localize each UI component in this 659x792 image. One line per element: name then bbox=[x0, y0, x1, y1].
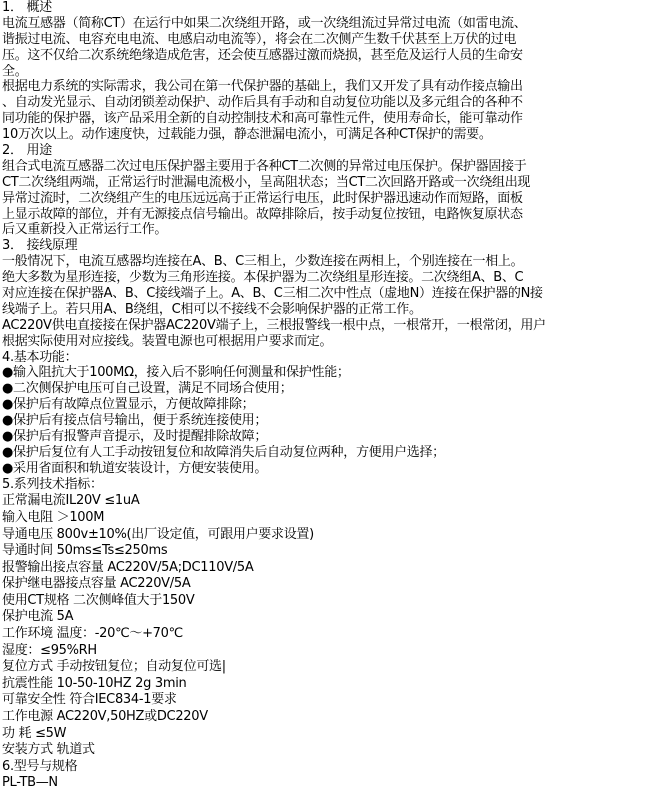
spec-item: 导通电压 800v±10%(出厂设定值，可跟用户要求设置) bbox=[2, 526, 314, 542]
heading-wiring: 3． 接线原理 bbox=[2, 238, 78, 254]
text-line: 压。这不仅给二次系统绝缘造成危害，还会使互感器过激而烧损，甚至危及运行人员的生命安 bbox=[2, 47, 523, 63]
heading-overview: 1． 概述 bbox=[2, 0, 52, 15]
heading-functions: 4.基本功能： bbox=[2, 349, 78, 365]
text-line: 10万次以上。动作速度快，过载能力强，静态泄漏电流小，可满足各种CT保护的需要。 bbox=[2, 127, 492, 143]
text-line: CT二次绕组两端，正常运行时泄漏电流极小，呈高阻状态；当CT二次回路开路或一次绕组出现 bbox=[2, 174, 531, 190]
heading-specs: 5.系列技术指标： bbox=[2, 476, 103, 492]
text-line: AC220V供电直接接在保护器AC220V端子上，三根报警线一根中点，一根常开，一根常闭，用户 bbox=[2, 317, 546, 333]
function-item: ●采用省面积和轨道安装设计，方便安装使用。 bbox=[2, 460, 268, 476]
text-line: 根据实际使用对应接线。装置电源也可根据用户要求而定。 bbox=[2, 333, 333, 349]
text-line: 绝大多数为星形连接，少数为三角形连接。本保护器为二次绕组星形连接。二次绕组A、B、C bbox=[2, 270, 524, 286]
spec-item: 安装方式 轨道式 bbox=[2, 742, 95, 758]
text-line: 后又重新投入正常运行工作。 bbox=[2, 222, 168, 238]
spec-item: 正常漏电流IL20V ≤1uA bbox=[2, 493, 140, 509]
spec-item: 导通时间 50ms≤Ts≤250ms bbox=[2, 543, 168, 559]
spec-item: 复位方式 手动按钮复位；自动复位可选| bbox=[2, 659, 226, 675]
text-line: 电流互感器（简称CT）在运行中如果二次绕组开路，或一次绕组流过异常过电流（如雷电流、 bbox=[2, 15, 527, 31]
spec-item: 可靠安全性 符合IEC834-1要求 bbox=[2, 692, 177, 708]
text-line: 线端子上。若只用A、B绕组，C相可以不接线不会影响保护器的正常工作。 bbox=[2, 301, 422, 317]
function-item: ●保护后复位有人工手动按钮复位和故障消失后自动复位两种，方便用户选择； bbox=[2, 444, 445, 460]
text-line: 一般情况下，电流互感器均连接在A、B、C三相上，少数连接在两相上，个别连接在一相上。 bbox=[2, 254, 524, 270]
text-line: 对应连接在保护器A、B、C接线端子上。A、B、C三相二次中性点（虚地N）连接在保护器的N接 bbox=[2, 286, 543, 302]
function-item: ●保护后有故障点位置显示，方便故障排除； bbox=[2, 397, 255, 413]
spec-item: 使用CT规格 二次侧峰值大于150V bbox=[2, 592, 195, 608]
function-item: ●输入阻抗大于100MΩ，接入后不影响任何测量和保护性能； bbox=[2, 365, 350, 381]
function-item: ●保护后有接点信号输出，便于系统连接使用； bbox=[2, 413, 268, 429]
spec-item: 报警输出接点容量 AC220V/5A;DC110V/5A bbox=[2, 559, 254, 575]
spec-item: 输入电阻 ＞100M bbox=[2, 509, 105, 525]
heading-model: 6.型号与规格 bbox=[2, 758, 78, 774]
spec-item: 保护继电器接点容量 AC220V/5A bbox=[2, 576, 191, 592]
heading-usage: 2． 用途 bbox=[2, 143, 52, 159]
spec-item: 工作电源 AC220V,50HZ或DC220V bbox=[2, 709, 208, 725]
text-line: 同功能的保护器，该产品采用全新的自动控制技术和高可靠性元件，使用寿命长，能可靠动作 bbox=[2, 111, 523, 127]
text-line: 异常过流时，二次绕组产生的电压远远高于正常运行电压，此时保护器迅速动作而短路，面板 bbox=[2, 190, 523, 206]
text-line: 上显示故障的部位，并有无源接点信号输出。故障排除后，按手动复位按钮，电路恢复原状态 bbox=[2, 206, 523, 222]
spec-item: 功 耗 ≤5W bbox=[2, 725, 67, 741]
function-item: ●二次侧保护电压可自己设置，满足不同场合使用； bbox=[2, 381, 293, 397]
spec-item: 工作环境 温度：-20℃～+70℃ bbox=[2, 626, 183, 642]
text-line: 组合式电流互感器二次过电压保护器主要用于各种CT二次侧的异常过电压保护。保护器固接于 bbox=[2, 158, 527, 174]
text-line: 根据电力系统的实际需求，我公司在第一代保护器的基础上，我们又开发了具有动作接点输出 bbox=[2, 79, 523, 95]
spec-item: 湿度：≤95%RH bbox=[2, 642, 97, 658]
function-item: ●保护后有报警声音提示，及时提醒排除故障； bbox=[2, 429, 268, 445]
text-line: 谐振过电流、电容充电电流、电感启动电流等），将会在二次侧产生数千伏甚至上万伏的过电 bbox=[2, 31, 517, 47]
model-code: PL-TB—N bbox=[2, 775, 58, 791]
text-line: 、自动发光显示、自动闭锁差动保护、动作后具有手动和自动复位功能以及多元组合的各种不 bbox=[2, 95, 523, 111]
text-line: 全。 bbox=[2, 63, 28, 79]
spec-item: 保护电流 5A bbox=[2, 609, 74, 625]
spec-item: 抗震性能 10-50-10HZ 2g 3min bbox=[2, 675, 187, 691]
